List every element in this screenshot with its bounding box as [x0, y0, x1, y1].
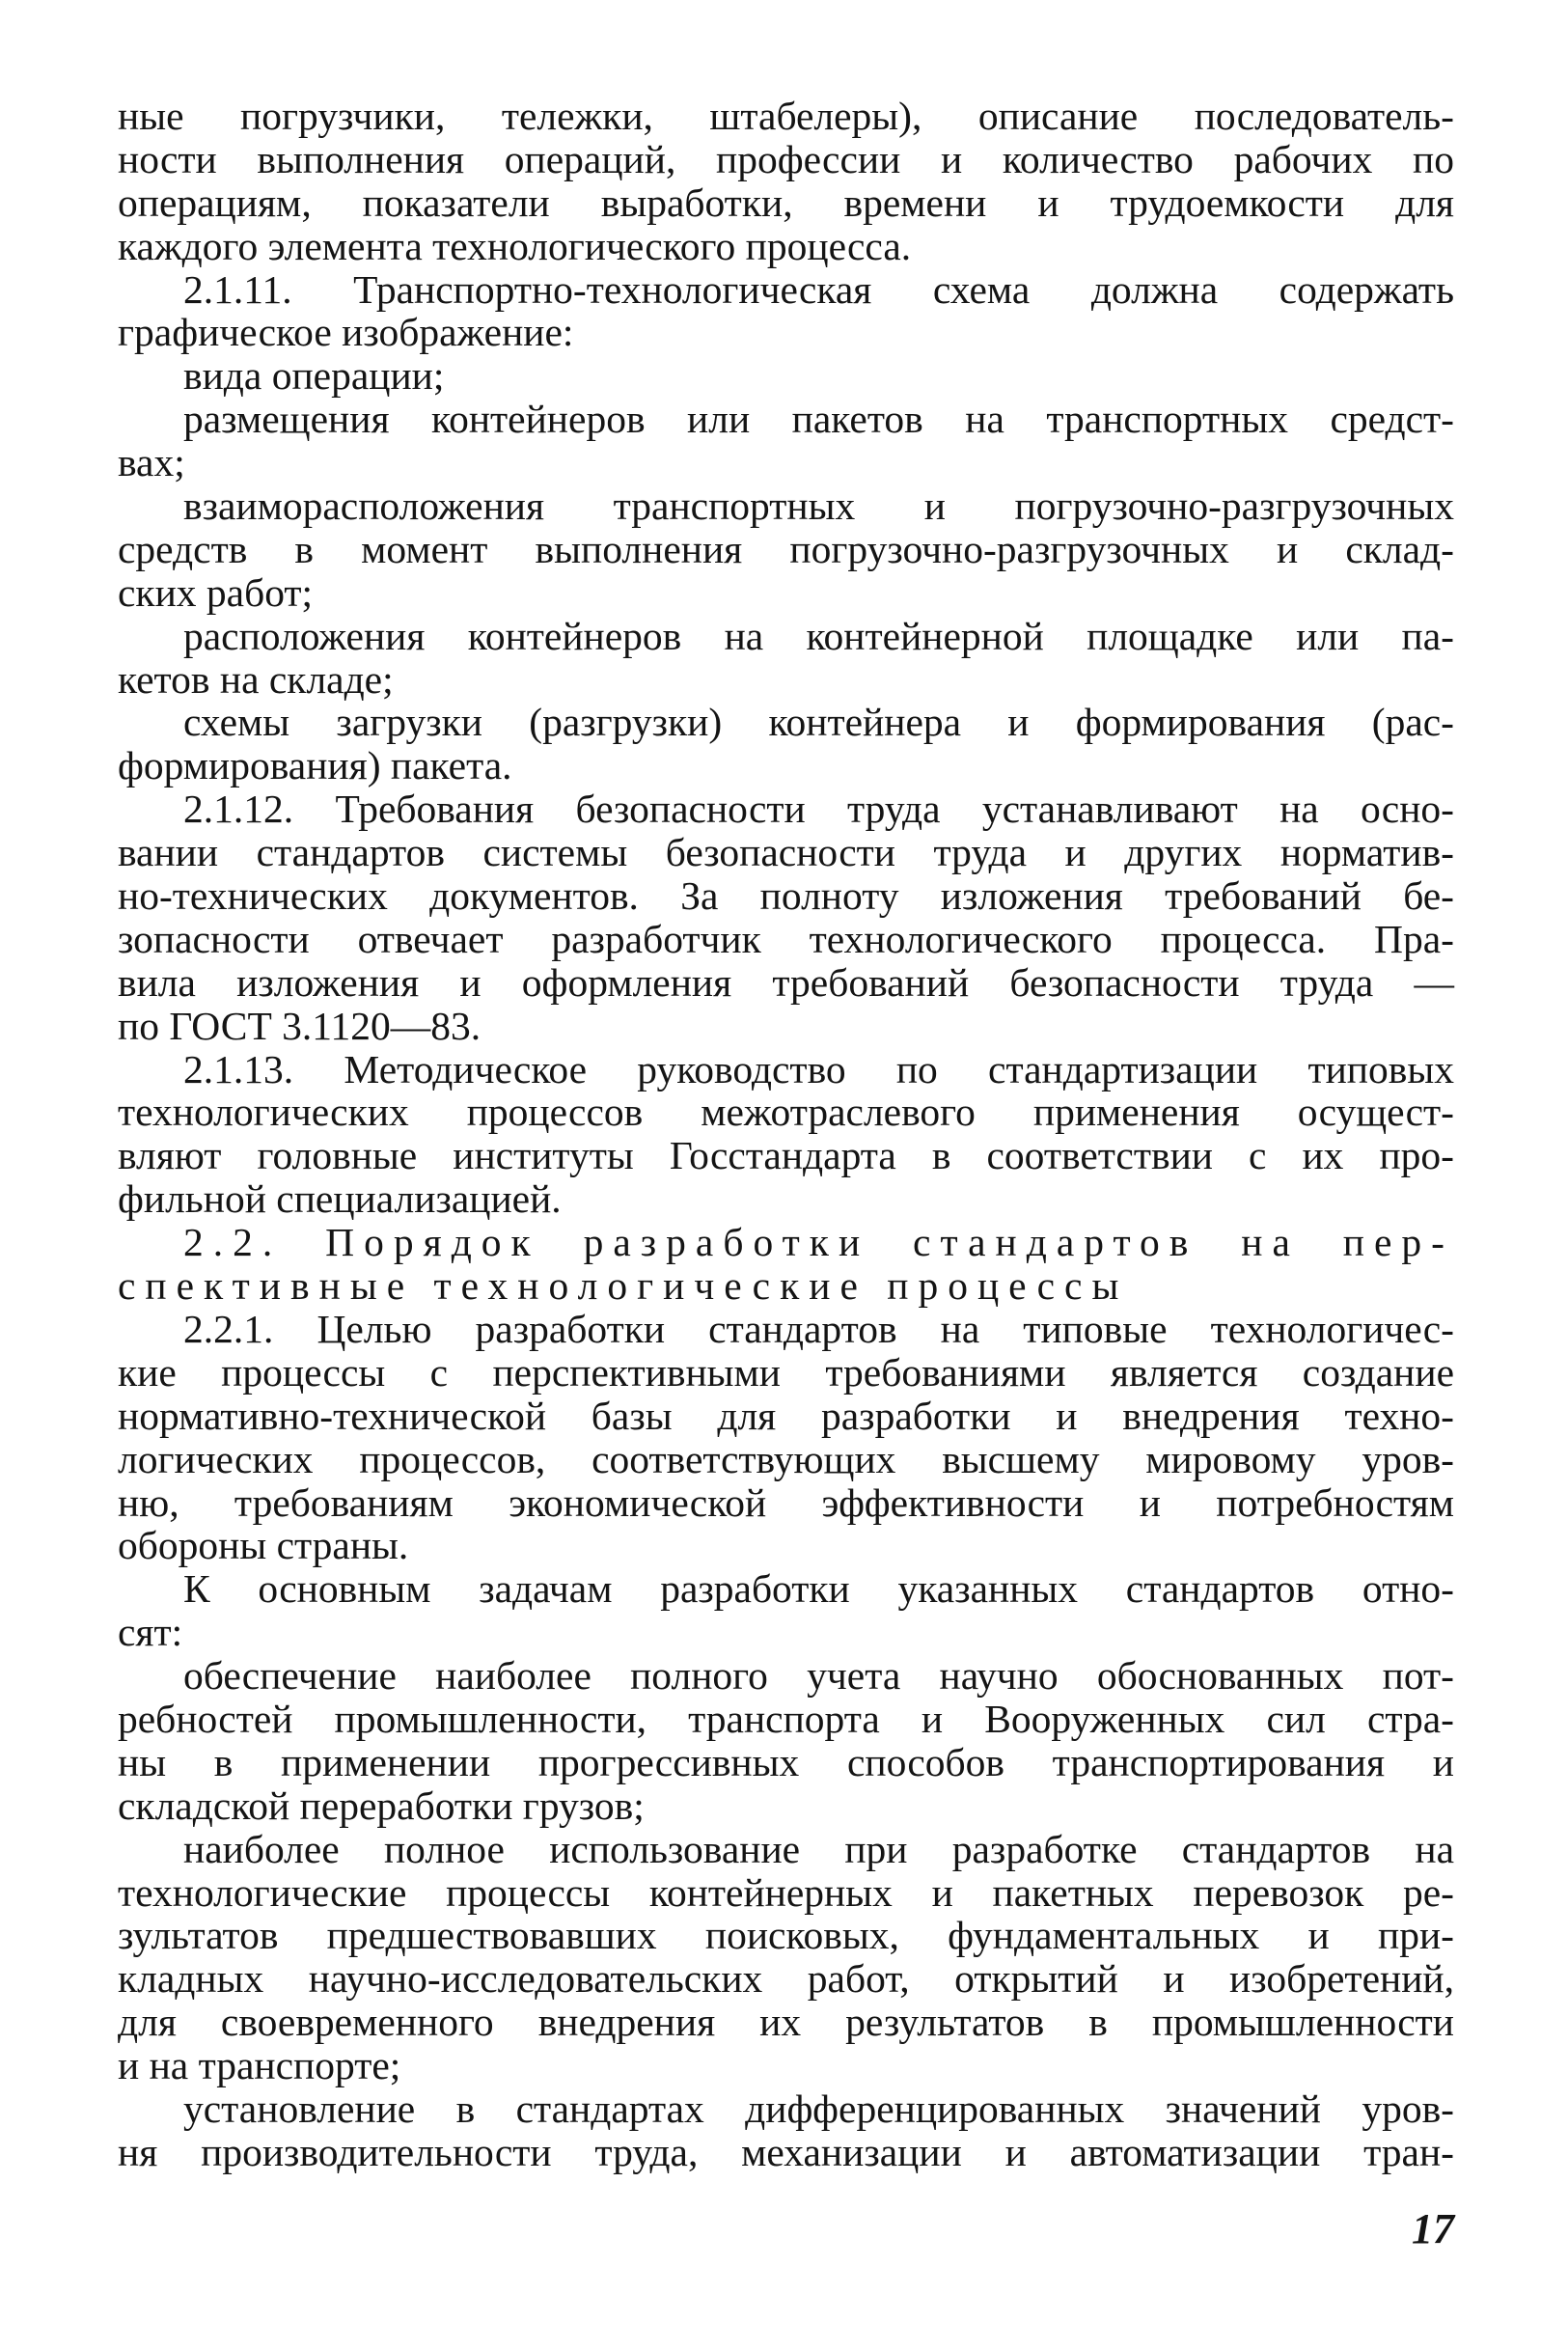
- text-line: ны в применении прогрессивных способов транспортирования и: [118, 1739, 1454, 1784]
- text-line: 2.1.12. Требования безопасности труда устанавливают на осно-: [183, 787, 1454, 832]
- text-line: наиболее полное использование при разработке стандартов на: [183, 1826, 1454, 1871]
- document-page: [118, 95, 1454, 2314]
- text-line: схемы загрузки (разгрузки) контейнера и формирования (рас-: [183, 700, 1454, 745]
- text-line: кие процессы с перспективными требованиями является создание: [118, 1349, 1454, 1395]
- text-line: но-технических документов. За полноту изложения требований бе-: [118, 873, 1454, 919]
- text-line: 2.2. Порядок разработки стандартов на пер-: [183, 1220, 1454, 1265]
- text-line: по ГОСТ 3.1120—83.: [118, 1003, 481, 1048]
- text-line: средств в момент выполнения погрузочно-разгрузочных и склад-: [118, 526, 1454, 571]
- text-line: ребностей промышленности, транспорта и Вооруженных сил стра-: [118, 1696, 1454, 1741]
- text-line: каждого элемента технологического процесса.: [118, 223, 912, 268]
- text-line: фильной специализацией.: [118, 1176, 562, 1222]
- body-text: [118, 95, 1454, 2174]
- text-line: ные погрузчики, тележки, штабелеры), описание последователь-: [118, 94, 1454, 138]
- text-line: размещения контейнеров или пакетов на транспортных средст-: [183, 397, 1454, 442]
- text-line: взаиморасположения транспортных и погрузочно-разгрузочных: [183, 484, 1454, 529]
- text-line: вах;: [118, 440, 185, 485]
- text-line: обеспечение наиболее полного учета научно обоснованных пот-: [183, 1653, 1454, 1699]
- text-line: спективные технологические процессы: [118, 1263, 1129, 1309]
- text-line: зопасности отвечает разработчик технологического процесса. Пра-: [118, 916, 1454, 961]
- text-line: ности выполнения операций, профессии и количество рабочих по: [118, 136, 1454, 181]
- text-line: установление в стандартах дифференцированных значений уров-: [183, 2086, 1454, 2131]
- text-line: К основным задачам разработки указанных стандартов отно-: [183, 1566, 1454, 1612]
- text-line: ню, требованиям экономической эффективности и потребностям: [118, 1479, 1454, 1525]
- text-line: сят:: [118, 1610, 183, 1655]
- text-line: ских работ;: [118, 569, 314, 615]
- text-line: операциям, показатели выработки, времени и трудоемкости для: [118, 180, 1454, 225]
- text-line: 2.1.11. Транспортно-технологическая схема должна содержать: [183, 266, 1454, 312]
- text-line: обороны страны.: [118, 1523, 409, 1568]
- text-line: вании стандартов системы безопасности труда и других норматив-: [118, 830, 1454, 875]
- text-line: зультатов предшествовавших поисковых, фундаментальных и при-: [118, 1913, 1454, 1958]
- text-line: кладных научно-исследовательских работ, открытий и изобретений,: [118, 1956, 1454, 2002]
- text-line: технологических процессов межотраслевого применения осущест-: [118, 1090, 1454, 1135]
- text-line: формирования) пакета.: [118, 743, 512, 788]
- text-line: вляют головные институты Госстандарта в соответствии с их про-: [118, 1133, 1454, 1178]
- text-line: графическое изображение:: [118, 310, 574, 355]
- text-line: логических процессов, соответствующих высшему мировому уров-: [118, 1436, 1454, 1481]
- text-line: технологические процессы контейнерных и пакетных перевозок ре-: [118, 1869, 1454, 1915]
- text-line: для своевременного внедрения их результатов в промышленности: [118, 2000, 1454, 2045]
- text-line: 2.2.1. Целью разработки стандартов на типовые технологичес-: [183, 1306, 1454, 1351]
- text-line: 2.1.13. Методическое руководство по стандартизации типовых: [183, 1046, 1454, 1092]
- text-line: и на транспорте;: [118, 2043, 401, 2088]
- text-line: расположения контейнеров на контейнерной площадке или па-: [183, 613, 1454, 658]
- text-line: ня производительности труда, механизации и автоматизации тран-: [118, 2129, 1454, 2174]
- text-line: вида операции;: [183, 353, 445, 399]
- text-line: складской переработки грузов;: [118, 1782, 645, 1828]
- text-line: вила изложения и оформления требований безопасности труда —: [118, 959, 1454, 1005]
- page-number: 17: [1412, 2205, 1454, 2252]
- text-line: нормативно-технической базы для разработки и внедрения техно-: [118, 1393, 1454, 1438]
- text-line: кетов на складе;: [118, 656, 394, 702]
